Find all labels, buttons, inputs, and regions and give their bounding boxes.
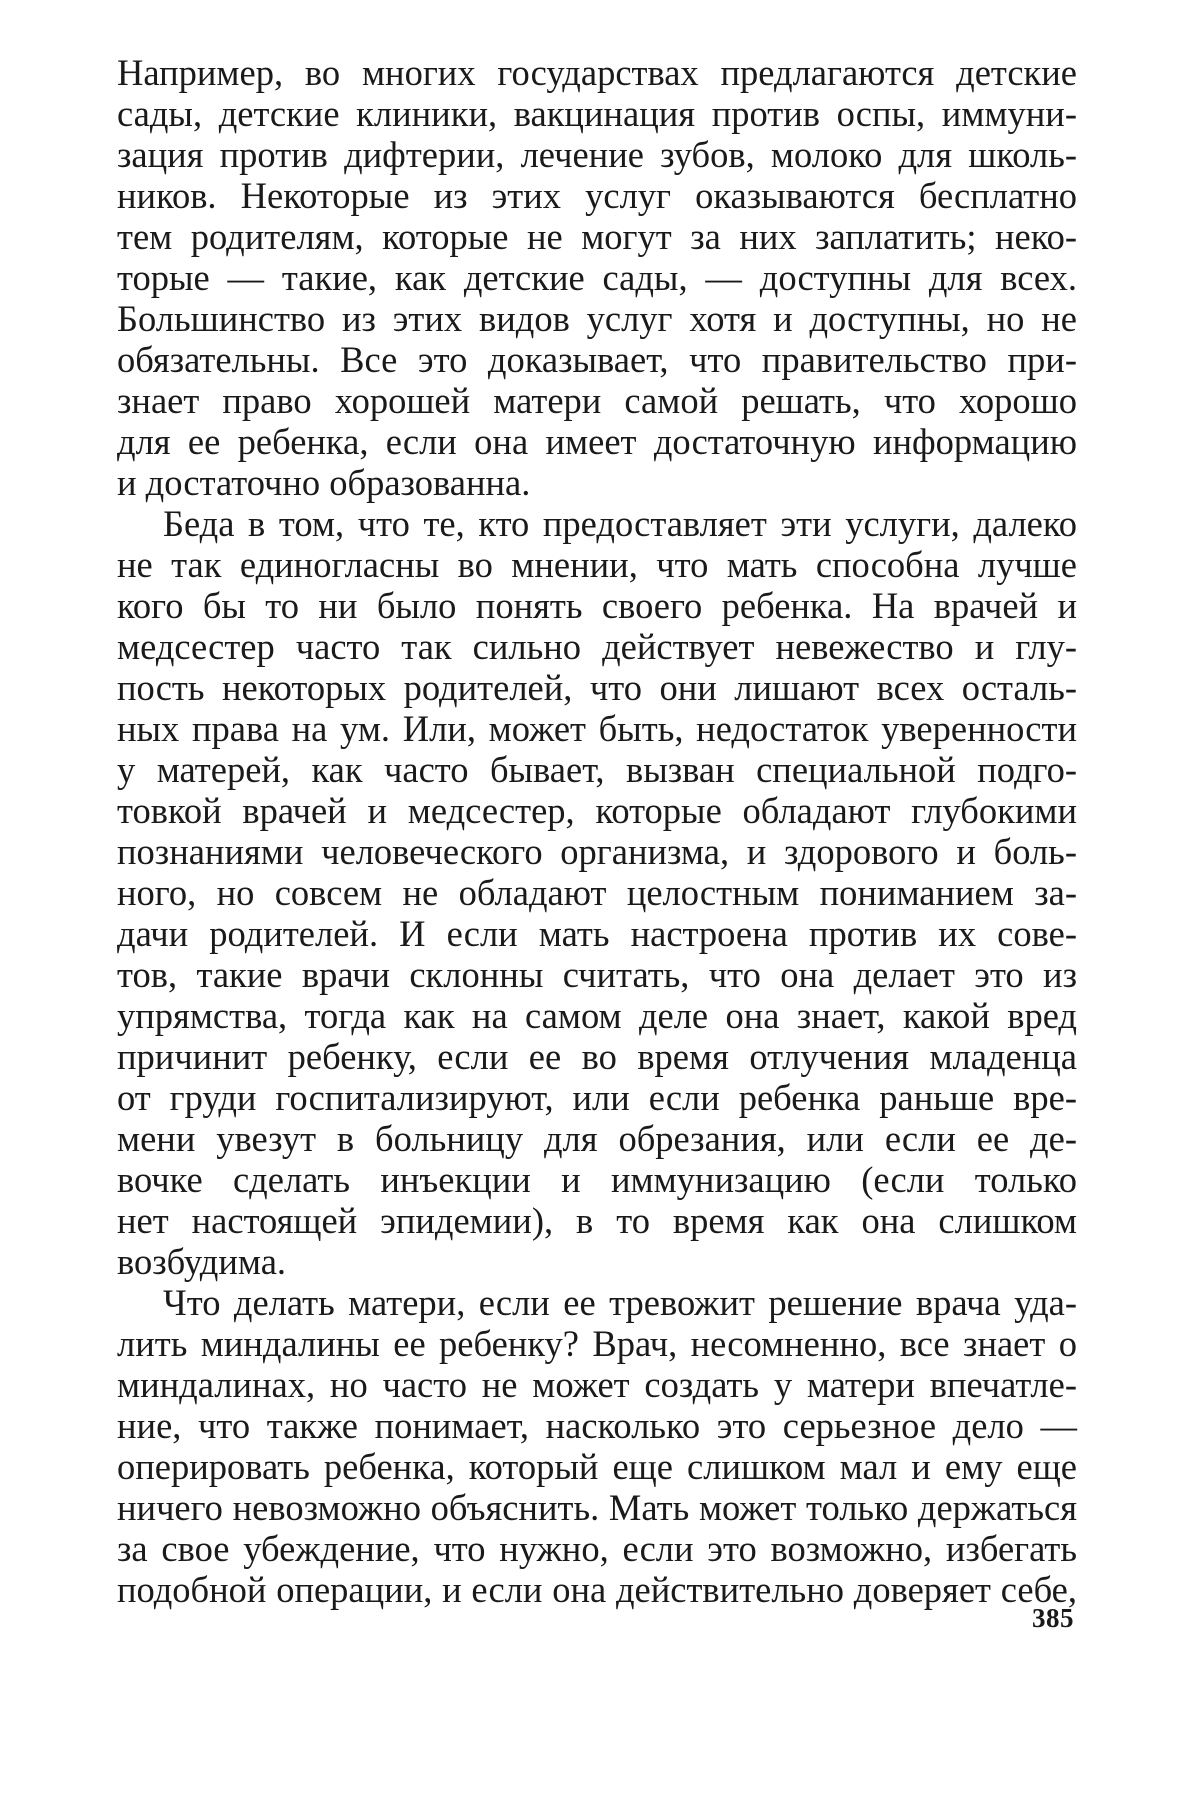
text-line: Беда в том, что те, кто предоставляет эти услуги, далеко xyxy=(117,503,1077,544)
text-line: упрямства, тогда как на самом деле она знает, какой вред xyxy=(117,995,1077,1036)
text-line: сады, детские клиники, вакцинация против оспы, иммуни- xyxy=(117,93,1077,134)
page-number: 385 xyxy=(1032,1603,1074,1634)
text-line: ников. Некоторые из этих услуг оказываются бесплатно xyxy=(117,175,1077,216)
text-line: зация против дифтерии, лечение зубов, молоко для школь- xyxy=(117,134,1077,175)
text-line: за свое убеждение, что нужно, если это возможно, избегать xyxy=(117,1528,1077,1569)
text-line: ничего невозможно объяснить. Мать может только держаться xyxy=(117,1487,1077,1528)
text-line: не так единогласны во мнении, что мать способна лучше xyxy=(117,544,1077,585)
text-line: ных права на ум. Или, может быть, недостаток уверенности xyxy=(117,708,1077,749)
paragraph-3 xyxy=(117,1282,1077,1610)
book-page xyxy=(0,0,1200,1801)
text-line: Что делать матери, если ее тревожит решение врача уда- xyxy=(117,1282,1077,1323)
text-line: мени увезут в больницу для обрезания, или если ее де- xyxy=(117,1118,1077,1159)
text-line: ного, но совсем не обладают целостным пониманием за- xyxy=(117,872,1077,913)
text-line: тов, такие врачи склонны считать, что она делает это из xyxy=(117,954,1077,995)
text-line: от груди госпитализируют, или если ребенка раньше вре- xyxy=(117,1077,1077,1118)
text-line: дачи родителей. И если мать настроена против их сове- xyxy=(117,913,1077,954)
text-line: торые — такие, как детские сады, — доступны для всех. xyxy=(117,257,1077,298)
text-line: познаниями человеческого организма, и здорового и боль- xyxy=(117,831,1077,872)
text-line: обязательны. Все это доказывает, что правительство при- xyxy=(117,339,1077,380)
text-line: причинит ребенку, если ее во время отлучения младенца xyxy=(117,1036,1077,1077)
text-line: товкой врачей и медсестер, которые обладают глубокими xyxy=(117,790,1077,831)
text-line: и достаточно образованна. xyxy=(117,462,1077,503)
text-line: пость некоторых родителей, что они лишают всех осталь- xyxy=(117,667,1077,708)
text-line: тем родителям, которые не могут за них заплатить; неко- xyxy=(117,216,1077,257)
text-line: возбудима. xyxy=(117,1241,1077,1282)
text-line: знает право хорошей матери самой решать, что хорошо xyxy=(117,380,1077,421)
text-line: вочке сделать инъекции и иммунизацию (если только xyxy=(117,1159,1077,1200)
text-line: оперировать ребенка, который еще слишком мал и ему еще xyxy=(117,1446,1077,1487)
text-line: медсестер часто так сильно действует невежество и глу- xyxy=(117,626,1077,667)
text-line: подобной операции, и если она действительно доверяет себе, xyxy=(117,1569,1077,1610)
text-line: ние, что также понимает, насколько это серьезное дело — xyxy=(117,1405,1077,1446)
text-line: кого бы то ни было понять своего ребенка. На врачей и xyxy=(117,585,1077,626)
text-line: лить миндалины ее ребенку? Врач, несомненно, все знает о xyxy=(117,1323,1077,1364)
body-text xyxy=(117,52,1077,1610)
paragraph-2 xyxy=(117,503,1077,1282)
text-line: у матерей, как часто бывает, вызван специальной подго- xyxy=(117,749,1077,790)
text-line: Большинство из этих видов услуг хотя и доступны, но не xyxy=(117,298,1077,339)
text-line: для ее ребенка, если она имеет достаточную информацию xyxy=(117,421,1077,462)
paragraph-1 xyxy=(117,52,1077,503)
text-line: нет настоящей эпидемии), в то время как она слишком xyxy=(117,1200,1077,1241)
text-line: Например, во многих государствах предлагаются детские xyxy=(117,52,1077,93)
text-line: миндалинах, но часто не может создать у матери впечатле- xyxy=(117,1364,1077,1405)
